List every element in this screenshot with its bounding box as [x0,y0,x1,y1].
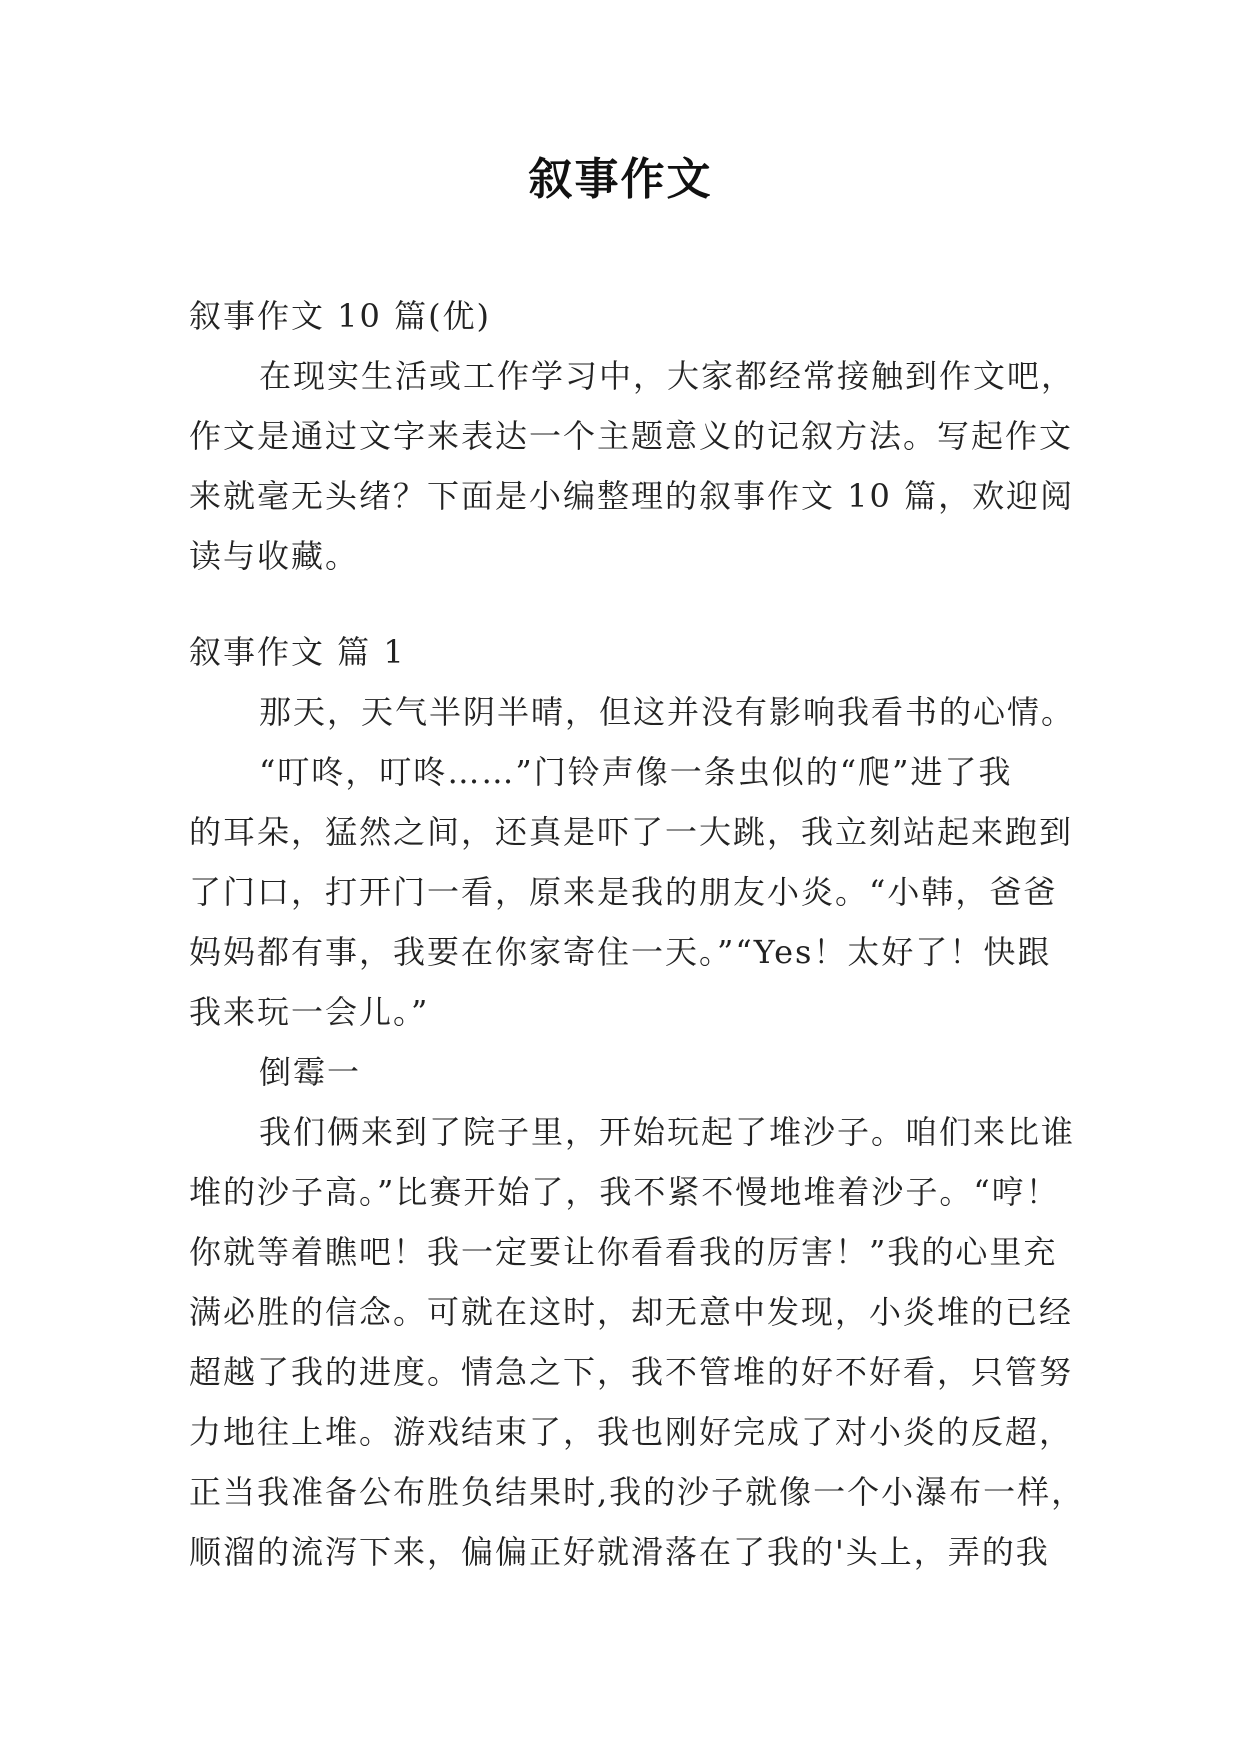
document-body [189,286,1086,1582]
paragraph-line: 妈妈都有事，我要在你家寄住一天。”“Yes！太好了！快跟 [189,933,1052,971]
document-subtitle: 叙事作文 10 篇(优) [189,297,492,335]
section-spacer [189,586,1059,622]
paragraph-line: 我来玩一会儿。” [189,993,430,1031]
paragraph-line: 你就等着瞧吧！我一定要让你看看我的厉害！”我的心里充 [189,1233,1058,1271]
paragraph-line: 了门口，打开门一看，原来是我的朋友小炎。“小韩，爸爸 [189,873,1058,911]
section-heading: 叙事作文 篇 1 [189,633,406,671]
paragraph-line: 顺溜的流泻下来，偏偏正好就滑落在了我的'头上，弄的我 [189,1533,1050,1571]
paragraph-line: “叮咚，叮咚……”门铃声像一条虫似的“爬”进了我 [259,753,1013,791]
paragraph-line: 力地往上堆。游戏结束了，我也刚好完成了对小炎的反超， [189,1413,1074,1451]
paragraph-line: 堆的沙子高。”比赛开始了，我不紧不慢地堆着沙子。“哼！ [189,1173,1060,1211]
paragraph-line: 超越了我的进度。情急之下，我不管堆的好不好看，只管努 [189,1353,1074,1391]
intro-line: 来就毫无头绪？下面是小编整理的叙事作文 10 篇，欢迎阅 [189,477,1075,515]
paragraph-line: 正当我准备公布胜负结果时,我的沙子就像一个小瀑布一样， [189,1473,1086,1511]
intro-line: 作文是通过文字来表达一个主题意义的记叙方法。写起作文 [189,417,1074,455]
paragraph-line: 倒霉一 [259,1053,362,1091]
intro-line: 在现实生活或工作学习中，大家都经常接触到作文吧， [259,357,1076,395]
paragraph-line: 那天，天气半阴半晴，但这并没有影响我看书的心情。 [259,693,1076,731]
intro-line: 读与收藏。 [189,537,360,575]
paragraph-line: 满必胜的信念。可就在这时，却无意中发现，小炎堆的已经 [189,1293,1074,1331]
paragraph-line: 我们俩来到了院子里，开始玩起了堆沙子。咱们来比谁 [259,1113,1076,1151]
paragraph-line: 的耳朵，猛然之间，还真是吓了一大跳，我立刻站起来跑到 [189,813,1074,851]
page-title: 叙事作文 [528,154,713,205]
